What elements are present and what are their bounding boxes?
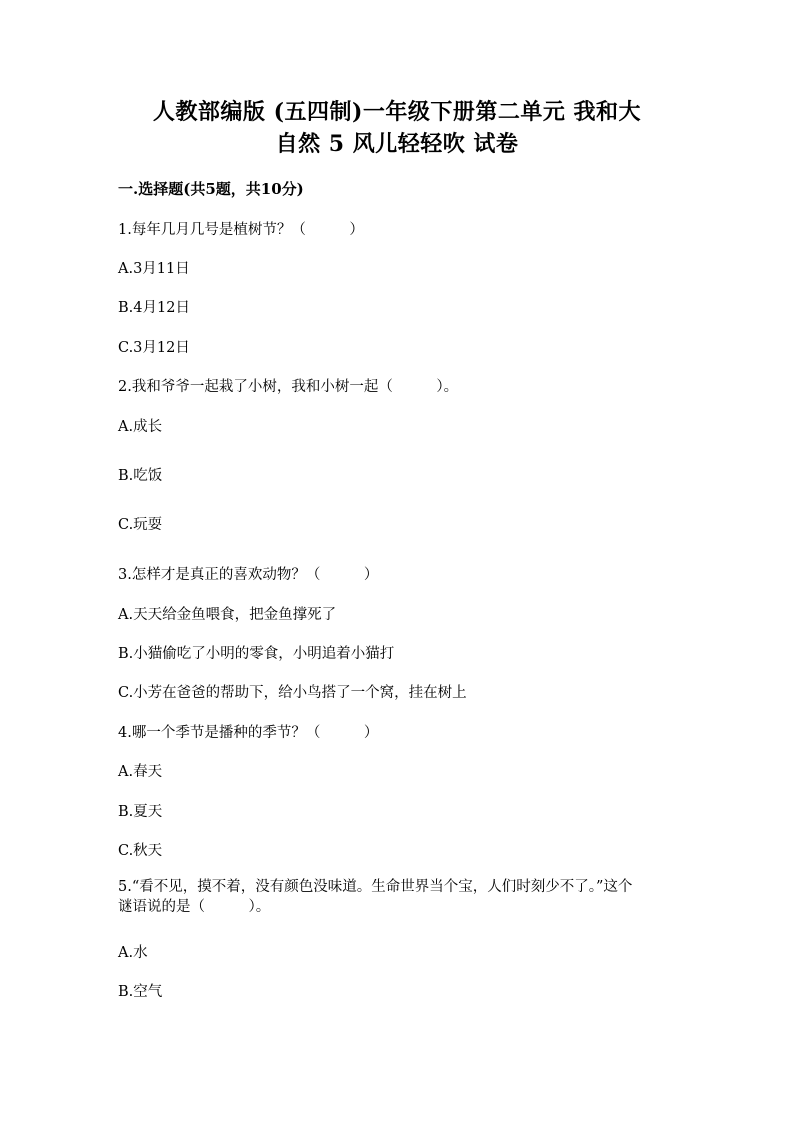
question-2-stem: 2.我和爷爷一起栽了小树，我和小树一起（ ）。 [118, 379, 459, 395]
question-4-option-a: A.春天 [118, 764, 163, 780]
question-2-option-c: C.玩耍 [118, 517, 163, 533]
question-5-option-b: B.空气 [118, 984, 163, 1000]
question-3-option-a: A.天天给金鱼喂食，把金鱼撑死了 [118, 607, 337, 623]
question-4-stem: 4.哪一个季节是播种的季节？（ ） [118, 725, 379, 741]
question-1-option-b: B.4月12日 [118, 300, 190, 316]
section-heading: 一.选择题(共5题，共10分) [118, 180, 304, 198]
question-3-stem: 3.怎样才是真正的喜欢动物？（ ） [118, 567, 379, 583]
question-3-option-c: C.小芳在爸爸的帮助下，给小鸟搭了一个窝，挂在树上 [118, 685, 467, 701]
question-5-stem: 5.“看不见，摸不着，没有颜色没味道。生命世界当个宝，人们时刻少不了。”这个谜语说的是（ ）。 [118, 879, 633, 915]
question-5-option-a: A.水 [118, 945, 148, 961]
question-4-option-c: C.秋天 [118, 843, 163, 859]
question-1-option-c: C.3月12日 [118, 340, 190, 356]
question-2-option-b: B.吃饭 [118, 468, 163, 484]
page-title-line-1: 人教部编版 (五四制)一年级下册第二单元 我和大 [152, 99, 642, 125]
question-2-option-a: A.成长 [118, 419, 163, 435]
question-1-stem: 1.每年几月几号是植树节？（ ） [118, 222, 364, 238]
question-3-option-b: B.小猫偷吃了小明的零食，小明追着小猫打 [118, 646, 395, 662]
question-1-option-a: A.3月11日 [118, 261, 190, 277]
page-title-line-2: 自然 5 风儿轻轻吹 试卷 [275, 131, 519, 157]
question-4-option-b: B.夏天 [118, 804, 163, 820]
